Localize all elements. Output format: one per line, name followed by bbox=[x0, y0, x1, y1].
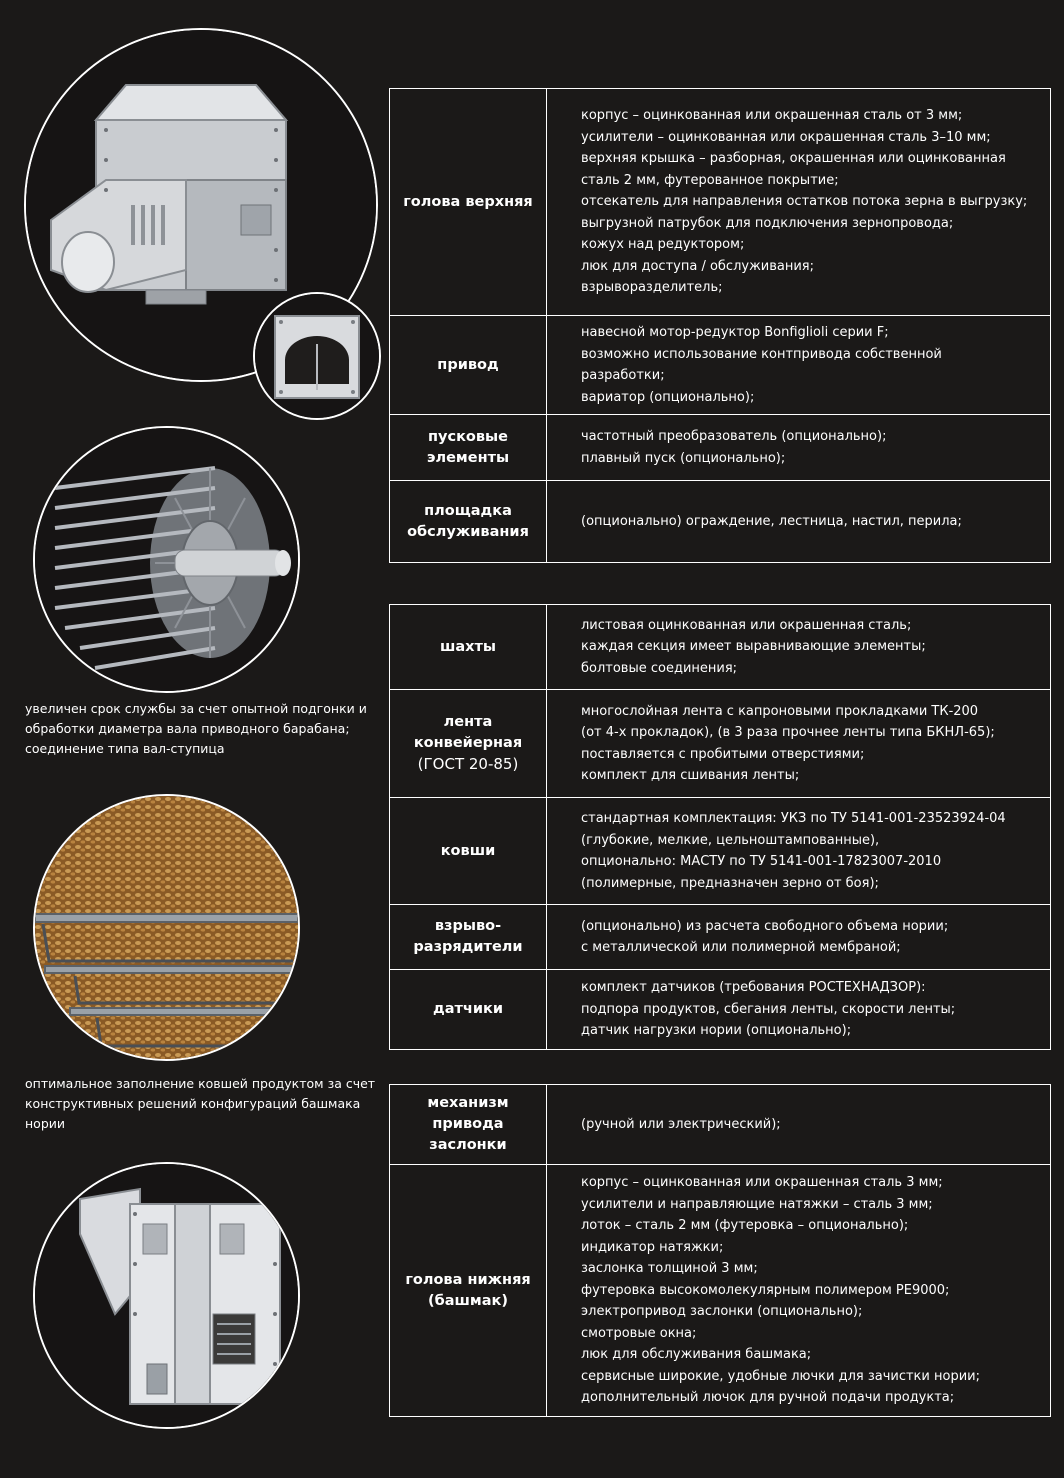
row-label: шахты bbox=[390, 605, 547, 690]
list-item: отсекатель для направления остатков потока зерна в выгрузку; bbox=[581, 194, 1028, 210]
row-items bbox=[547, 415, 1051, 481]
caption-line: нории bbox=[25, 1116, 66, 1131]
row-items bbox=[547, 1085, 1051, 1165]
list-item: индикатор натяжки; bbox=[581, 1239, 724, 1255]
list-item: усилители – оцинкованная или окрашенная сталь 3–10 мм; bbox=[581, 129, 991, 145]
list-item: подпора продуктов, сбегания ленты, скорости ленты; bbox=[581, 1001, 956, 1017]
row-label: голова верхняя bbox=[390, 89, 547, 316]
row-items bbox=[547, 89, 1051, 316]
table-row bbox=[390, 415, 1051, 481]
bottom-head-boot-photo bbox=[33, 1162, 300, 1429]
list-item: навесной мотор-редуктор Bonfiglioli серии F; bbox=[581, 325, 889, 340]
list-item: частотный преобразователь (опционально); bbox=[581, 429, 887, 444]
spec-table-middle bbox=[389, 604, 1051, 1050]
list-item: сервисные широкие, удобные лючки для зачистки нории; bbox=[581, 1368, 980, 1384]
table-row bbox=[390, 970, 1051, 1050]
row-label: датчики bbox=[390, 970, 547, 1050]
list-item: корпус – оцинкованная или окрашенная сталь от 3 мм; bbox=[581, 108, 963, 124]
list-item: люк для доступа / обслуживания; bbox=[581, 258, 815, 274]
list-item: (от 4-х прокладок), (в 3 раза прочнее ленты типа БКНЛ-65); bbox=[581, 725, 995, 740]
inlet-detail-illustration bbox=[255, 294, 379, 418]
row-items bbox=[547, 481, 1051, 563]
list-item: датчик нагрузки нории (опционально); bbox=[581, 1023, 852, 1039]
list-item: листовая оцинкованная или окрашенная сталь; bbox=[581, 617, 912, 633]
list-item: (опционально) ограждение, лестница, настил, перила; bbox=[581, 513, 962, 529]
list-item: футеровка высокомолекулярным полимером PE9000; bbox=[581, 1282, 950, 1298]
filled-buckets-illustration bbox=[35, 796, 298, 1059]
row-label: привод bbox=[390, 316, 547, 415]
list-item: многослойная лента с капроновыми прокладками ТК-200 bbox=[581, 703, 979, 719]
inlet-detail-photo bbox=[253, 292, 381, 420]
list-item: плавный пуск (опционально); bbox=[581, 450, 786, 466]
caption-line: увеличен срок службы за счет опытной подгонки и bbox=[25, 701, 367, 716]
list-item: взрыворазделитель; bbox=[581, 280, 723, 296]
spec-table-bottom bbox=[389, 1084, 1051, 1417]
list-item: смотровые окна; bbox=[581, 1325, 697, 1341]
row-items bbox=[547, 798, 1051, 905]
list-item: возможно использование контпривода собственной bbox=[581, 346, 942, 362]
row-items bbox=[547, 316, 1051, 415]
row-items bbox=[547, 690, 1051, 798]
list-item: стандартная комплектация: УКЗ по ТУ 5141-001-23523924-04 bbox=[581, 811, 1006, 826]
caption-line: обработки диаметра вала приводного барабана; bbox=[25, 721, 350, 736]
list-item: опционально: МАСТУ по ТУ 5141-001-17823007-2010 bbox=[581, 854, 942, 869]
list-item: лоток – сталь 2 мм (футеровка – опционально); bbox=[581, 1218, 909, 1234]
table-row bbox=[390, 798, 1051, 905]
list-item: люк для обслуживания башмака; bbox=[581, 1347, 812, 1363]
row-label: площадка обслуживания bbox=[390, 481, 547, 563]
table-row bbox=[390, 690, 1051, 798]
buckets-caption bbox=[25, 1074, 375, 1134]
list-item: поставляется с пробитыми отверстиями; bbox=[581, 746, 865, 762]
row-label: голова нижняя (башмак) bbox=[390, 1165, 547, 1417]
list-item: (полимерные, предназначен зерно от боя); bbox=[581, 875, 879, 891]
row-label: механизм привода заслонки bbox=[390, 1085, 547, 1165]
list-item: электропривод заслонки (опционально); bbox=[581, 1304, 863, 1320]
row-label: ковши bbox=[390, 798, 547, 905]
caption-line: оптимальное заполнение ковшей продуктом за счет bbox=[25, 1076, 376, 1091]
caption-line: соединение типа вал-ступица bbox=[25, 741, 225, 756]
table-row bbox=[390, 905, 1051, 970]
list-item: вариатор (опционально); bbox=[581, 389, 755, 405]
table-row bbox=[390, 1085, 1051, 1165]
list-item: заслонка толщиной 3 мм; bbox=[581, 1261, 758, 1277]
row-label: взрыво- разрядители bbox=[390, 905, 547, 970]
list-item: усилители и направляющие натяжки – сталь 3 мм; bbox=[581, 1196, 933, 1212]
filled-buckets-photo bbox=[33, 794, 300, 1061]
caption-line: конструктивных решений конфигураций башмака bbox=[25, 1096, 361, 1111]
table-row bbox=[390, 1165, 1051, 1417]
drum-caption bbox=[25, 699, 367, 759]
bottom-head-boot-illustration bbox=[35, 1164, 298, 1427]
list-item: болтовые соединения; bbox=[581, 660, 738, 676]
row-items bbox=[547, 1165, 1051, 1417]
list-item: дополнительный лючок для ручной подачи продукта; bbox=[581, 1390, 955, 1406]
row-label: пусковые элементы bbox=[390, 415, 547, 481]
list-item: с металлической или полимерной мембраной; bbox=[581, 940, 901, 955]
list-item: (ручной или электрический); bbox=[581, 1116, 781, 1132]
list-item: корпус – оцинкованная или окрашенная сталь 3 мм; bbox=[581, 1175, 943, 1191]
list-item: разработки; bbox=[581, 368, 665, 383]
row-items bbox=[547, 970, 1051, 1050]
table-row bbox=[390, 605, 1051, 690]
list-item: комплект датчиков (требования РОСТЕХНАДЗОР): bbox=[581, 980, 926, 996]
row-items bbox=[547, 605, 1051, 690]
list-item: верхняя крышка – разборная, окрашенная или оцинкованная bbox=[581, 151, 1006, 167]
spec-table-top bbox=[389, 88, 1051, 563]
list-item: каждая секция имеет выравнивающие элементы; bbox=[581, 639, 926, 655]
list-item: (опционально) из расчета свободного объема нории; bbox=[581, 918, 949, 934]
drive-drum-photo bbox=[33, 426, 300, 693]
table-row bbox=[390, 316, 1051, 415]
list-item: комплект для сшивания ленты; bbox=[581, 768, 800, 783]
row-items bbox=[547, 905, 1051, 970]
list-item: сталь 2 мм, футерованное покрытие; bbox=[581, 172, 839, 188]
drive-drum-illustration bbox=[35, 428, 298, 691]
table-row bbox=[390, 89, 1051, 316]
list-item: кожух над редуктором; bbox=[581, 237, 745, 253]
list-item: (глубокие, мелкие, цельноштампованные), bbox=[581, 832, 880, 848]
row-label: лента конвейерная (ГОСТ 20-85) bbox=[390, 690, 547, 798]
list-item: выгрузной патрубок для подключения зернопровода; bbox=[581, 215, 954, 231]
table-row bbox=[390, 481, 1051, 563]
